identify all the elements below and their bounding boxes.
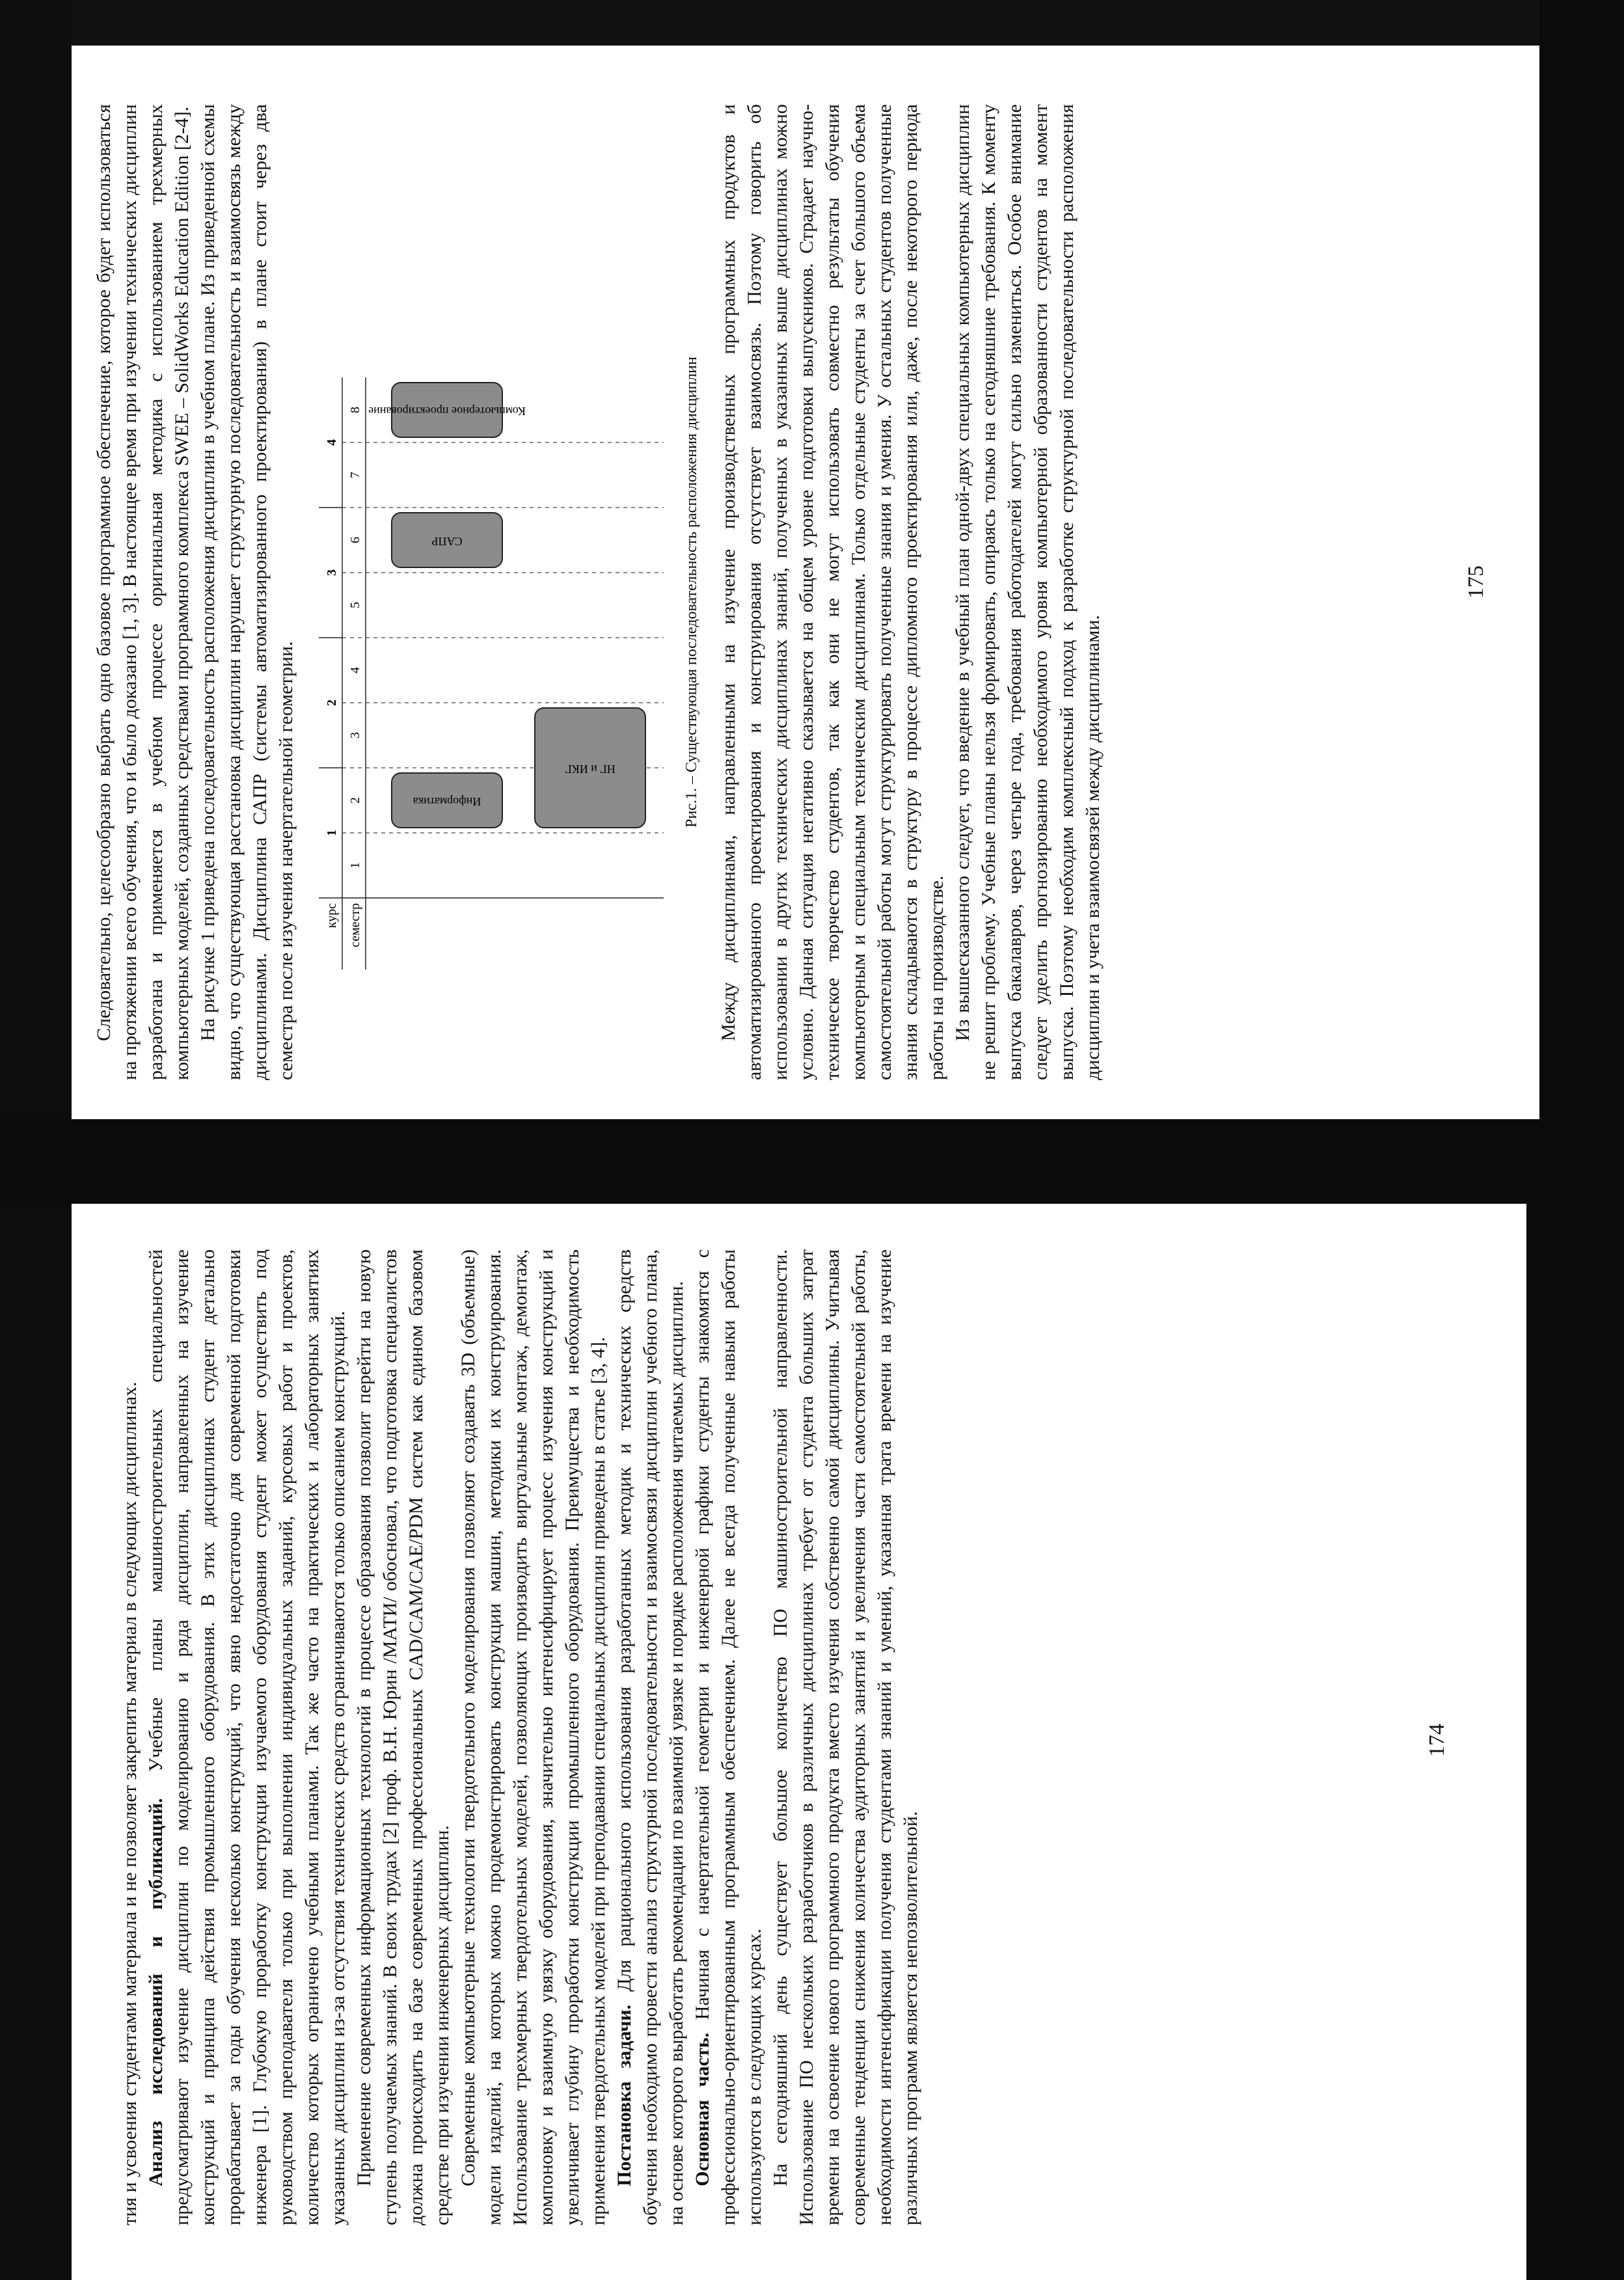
discipline-label: Компьютерное проектирование	[368, 404, 526, 418]
scan-edge-right-upper	[1539, 0, 1624, 1119]
task-heading: Постановка задачи.	[614, 2004, 635, 2186]
discipline-label: САПР	[431, 534, 463, 548]
scan-edge-right-lower	[1526, 1204, 1624, 2280]
main-heading: Основная часть.	[692, 2032, 713, 2186]
page-175	[91, 78, 1516, 1080]
page-175-paragraph-3: Между дисциплинами, направленными на изучение производственных программных продуктов и автоматизированного проектирования и конструирования отсутствует взаимосвязь. Поэтому говорить об использовании в других технических дисциплинах знаний, полученных в указанных выше дисциплинах можно условно. Данная ситуация негативно сказывается на общем уровне подготовки выпускников. Страдает научно-техническое творчество студентов, так как они не могут использовать совместно результаты обучения компьютерным и специальным техническим дисциплинам. Только отдельные студенты за счет большого объема самостоятельной работы могут структурировать полученные знания и умения. У остальных студентов полученные знания складываются в структуру в процессе дипломного проектирования или, даже, после некоторого периода работы на производстве.	[718, 104, 947, 1080]
course-label: 1	[325, 830, 339, 836]
discipline-label: Информатика	[413, 794, 481, 808]
semester-label: 6	[348, 537, 362, 543]
discipline-sequence-diagram	[312, 325, 677, 976]
figure-1-caption: Рис.1. – Существующая последовательность расположения дисциплин	[683, 357, 700, 828]
discipline-label: НГ и ИКГ	[565, 762, 616, 776]
page-175-paragraph-2: На рисунке 1 приведена последовательность расположения дисциплин в учебном плане. Из приведенной схемы видно, что существующая расстановка дисциплин нарушает структурную последовательность и взаимосвязь между дисциплинами. Дисциплина САПР (системы автоматизированного проектирования) в плане стоит через два семестра после изучения начертательной геометрии.	[197, 104, 297, 1080]
course-label: 2	[325, 699, 339, 706]
page-number-174: 174	[1425, 1724, 1449, 1757]
page-175-paragraph-4: Из вышесказанного следует, что введение в учебный план одной-двух специальных компьютерных дисциплин не решит проблему. Учебные планы нельзя формировать, опираясь только на сегодняшние требования. К моменту выпуска бакалавров, через четыре года, требования работодателей могут сильно измениться. Особое внимание следует уделить прогнозированию необходимого уровня компьютерной образованности студентов на момент выпуска. Поэтому необходим комплексный подход к разработке структурной последовательности расположения дисциплин и учета взаимосвязей между дисциплинами.	[952, 104, 1103, 1080]
analysis-paragraph	[143, 1249, 351, 2225]
semester-label: 7	[348, 472, 362, 478]
course-label: 3	[325, 569, 339, 576]
analysis-text: Учебные планы машиностроительных специальностей предусматривают изучение дисциплин по моделированию и ряда дисциплин, направленных на изучение конструкций и принципа действия промышленного оборудования. В этих дисциплинах студент детально прорабатывает за годы обучения несколько конструкций, что явно недостаточно для современной подготовки инженера [1]. Глубокую проработку конструкции изучаемого оборудования студент может осуществить под руководством преподавателя только при выполнении индивидуальных заданий, курсовых работ и проектов, количество которых ограничено учебными планами. Так же часто на практических и лабораторных занятиях указанных дисциплин из-за отсутствия технических средств ограничиваются только описанием конструкций.	[145, 1249, 349, 2225]
semester-label: 4	[348, 667, 362, 673]
figure-1	[299, 104, 716, 1080]
semester-label: 1	[348, 862, 362, 869]
page-174-intro: тия и усвоения студентами материала и не позволяет закрепить материал в следующих дисциплинах.	[119, 1381, 141, 2225]
semester-label: 5	[348, 602, 362, 608]
page-number-175: 175	[1464, 565, 1488, 599]
page-174-paragraph-4: На сегодняшний день существует большое количество ПО машиностроительной направленности. Использование ПО нескольких разработчиков в различных дисциплинах требует от студента больших затрат времени на освоение нового программного продукта вместо изучения собственно самой дисциплины. Учитывая современные тенденции снижения количества аудиторных занятий и увеличения части самостоятельной работы, необходимости интенсификации получения студентами знаний и умений, указанная трата времени на изучение различных программ является непозволительной.	[770, 1249, 921, 2225]
page-174-paragraph-3: Современные компьютерные технологии твердотельного моделирования позволяют создавать 3D (объемные) модели изделий, на которых можно продемонстрировать конструкции машин, методики их конструирования. Использование трехмерных твердотельных моделей, позволяющих производить виртуальные монтаж, демонтаж, компоновку и взаимную увязку оборудования, значительно интенсифицирует процесс изучения конструкций и увеличивает глубину проработки конструкции промышленного оборудования. Преимущества и необходимость применения твердотельных моделей при преподавании специальных дисциплин приведены в статье [3, 4].	[457, 1249, 609, 2225]
semester-label: 3	[348, 732, 362, 739]
semester-label: 2	[348, 797, 362, 804]
row-label-semester: семестр	[348, 903, 362, 947]
page-174-paragraph-2: Применение современных информационных технологий в процессе образования позволит перейти на новую ступень получаемых знаний. В своих трудах [2] проф. В.Н. Юрин /МАТИ/ обосновал, что подготовка специалистов должна происходить на базе современных профессиональных CAD/CAM/CAE/PDM систем как едином базовом средстве при изучении инженерных дисциплин.	[353, 1249, 453, 2225]
main-text: Начиная с начертательной геометрии и инженерной графики студенты знакомятся с профессионально-ориентированным программным обеспечением. Далее не всегда полученные навыки работы используются в следующих курсах.	[692, 1249, 765, 2225]
scan-edge-top	[0, 0, 1624, 46]
semester-label: 8	[348, 407, 362, 413]
course-label: 4	[325, 439, 339, 446]
main-paragraph	[690, 1249, 768, 2225]
book-gutter	[0, 1119, 1624, 1204]
page-175-paragraph-1: Следовательно, целесообразно выбрать одно базовое программное обеспечение, которое будет использоваться на протяжении всего обучения, что и было доказано [1, 3]. В настоящее время при изучении технических дисциплин разработана и применяется в учебном процессе оригинальная методика с использованием трехмерных компьютерных моделей, созданных средствами программного комплекса SWEE – SolidWorks Education Edition [2-4].	[93, 104, 193, 1080]
page-174	[117, 1236, 1470, 2225]
task-text: Для рационального использования разработанных методик и технических средств обучения необходимо провести анализ структурной последовательности и взаимосвязи дисциплин учебного плана, на основе которого выработать рекомендации по взаимной увязке и порядке расположения читаемых дисциплин.	[614, 1249, 687, 2225]
row-label-course: курс	[325, 903, 339, 929]
task-paragraph	[612, 1249, 690, 2225]
analysis-heading: Анализ исследований и публикаций.	[145, 1798, 167, 2186]
